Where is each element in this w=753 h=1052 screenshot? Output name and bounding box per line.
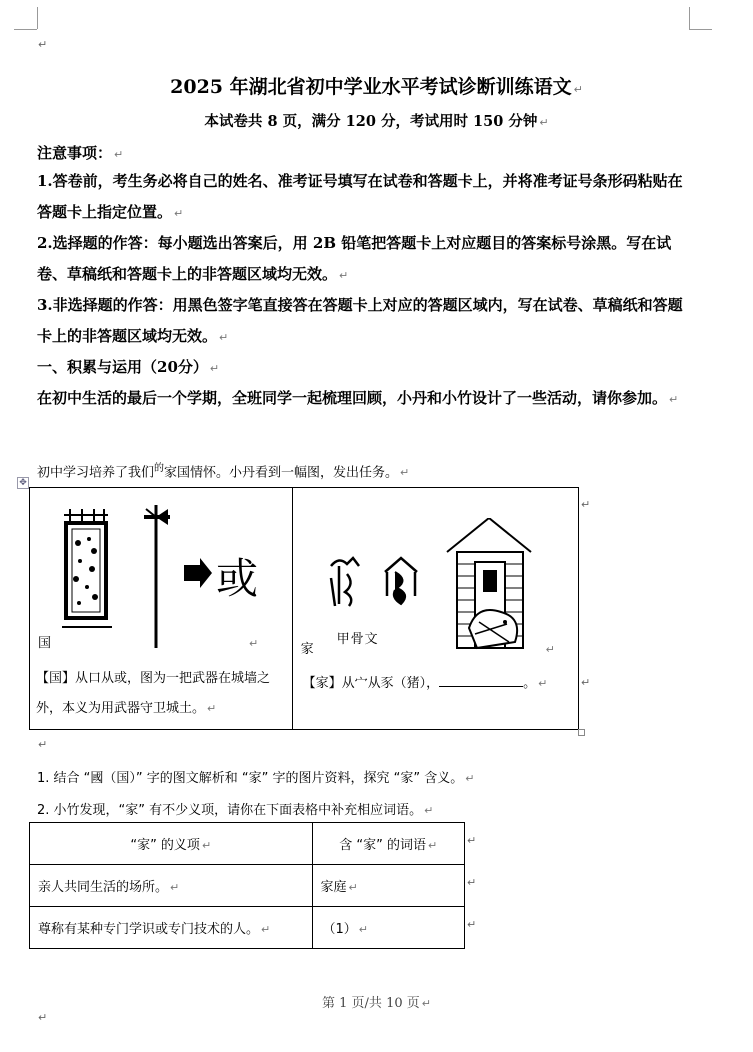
table-resize-handle[interactable] xyxy=(578,729,585,736)
row-end-mark-icon: ↵ xyxy=(467,918,477,931)
table-cell-answer-blank[interactable]: （1） ↵ xyxy=(312,907,465,949)
section-intro: 在初中生活的最后一个学期，全班同学一起梳理回顾，小丹和小竹设计了一些活动，请你参加。 ↵ xyxy=(37,389,679,407)
notice-item-1: 1.答卷前，考生务必将自己的姓名、准考证号填写在试卷和答题卡上，并将准考证号条形码粘贴在答题卡上指定位置。 ↵ xyxy=(37,172,683,221)
crop-mark-top-right-v xyxy=(689,7,690,29)
crop-mark-top-right-h xyxy=(689,29,712,30)
section-heading: 一、积累与运用（20分） ↵ xyxy=(37,358,220,376)
table-row xyxy=(30,865,465,907)
table-header-meaning: “家” 的义项 ↵ xyxy=(30,823,313,865)
guo-character-image xyxy=(56,503,266,648)
page-title: 2025 年湖北省初中学业水平考试诊断训练语文 ↵ xyxy=(170,76,583,98)
table-move-handle-icon[interactable]: ✥ xyxy=(17,477,29,489)
row-end-mark-icon: ↵ xyxy=(581,498,591,511)
figure-cell-jia xyxy=(292,488,578,730)
jia-caption: 家 ↵ xyxy=(300,642,555,657)
paragraph-mark-icon: ↵ xyxy=(38,1011,48,1024)
paragraph-mark-icon: ↵ xyxy=(38,738,48,751)
table-header-words: 含 “家” 的词语 ↵ xyxy=(312,823,465,865)
crop-mark-top-left-h xyxy=(14,29,37,30)
question-1: 1. 结合 “國（国）” 字的图文解析和 “家” 字的图片资料，探究 “家” 含义。 ↵ xyxy=(37,771,475,786)
notice-heading: 注意事项： ↵ xyxy=(37,144,124,162)
task-superscript: 的 xyxy=(154,463,165,474)
row-end-mark-icon: ↵ xyxy=(467,834,477,847)
page-subtitle: 本试卷共 8 页，满分 120 分，考试用时 150 分钟 ↵ xyxy=(204,113,549,130)
table-cell-meaning: 尊称有某种专门学识或专门技术的人。 ↵ xyxy=(30,907,313,949)
figure-table xyxy=(29,487,579,730)
crop-mark-top-left-v xyxy=(37,7,38,29)
table-row xyxy=(30,907,465,949)
guo-caption: 国 ↵ xyxy=(38,636,259,651)
notice-item-2: 2.选择题的作答：每小题选出答案后，用 2B 铅笔把答题卡上对应题目的答案标号涂黑。写在试卷、草稿纸和答题卡上的非答题区域均无效。 ↵ xyxy=(37,234,672,283)
meaning-table xyxy=(29,822,465,949)
table-cell-word: 家庭 ↵ xyxy=(312,865,465,907)
jia-answer-blank[interactable] xyxy=(439,674,523,687)
row-end-mark-icon: ↵ xyxy=(467,876,477,889)
row-end-mark-icon: ↵ xyxy=(581,676,591,689)
jia-oracle-label: 甲骨文 xyxy=(336,632,379,647)
task-intro: 初中学习培养了我们$^的$家国情怀。小丹看到一幅图，发出任务。 ↵ xyxy=(37,463,410,481)
svg-text:或: 或 xyxy=(216,554,259,603)
figure-cell-guo xyxy=(30,488,293,730)
guo-explanation: 【国】从口从或，图为一把武器在城墙之外，本义为用武器守卫城土。 ↵ xyxy=(36,671,271,716)
paragraph-mark-icon: ↵ xyxy=(38,38,48,51)
notice-item-3: 3.非选择题的作答：用黑色签字笔直接答在答题卡上对应的答题区域内，写在试卷、草稿纸和答题卡上的非答题区域均无效。 ↵ xyxy=(37,296,683,345)
page-footer: 第 1 页/共 10 页 ↵ xyxy=(322,996,431,1011)
jia-explanation: 【家】从宀从豕（猪）， 。 ↵ xyxy=(302,676,548,691)
table-cell-meaning: 亲人共同生活的场所。 ↵ xyxy=(30,865,313,907)
question-2: 2. 小竹发现，“家” 有不少义项，请你在下面表格中补充相应词语。 ↵ xyxy=(37,803,434,818)
